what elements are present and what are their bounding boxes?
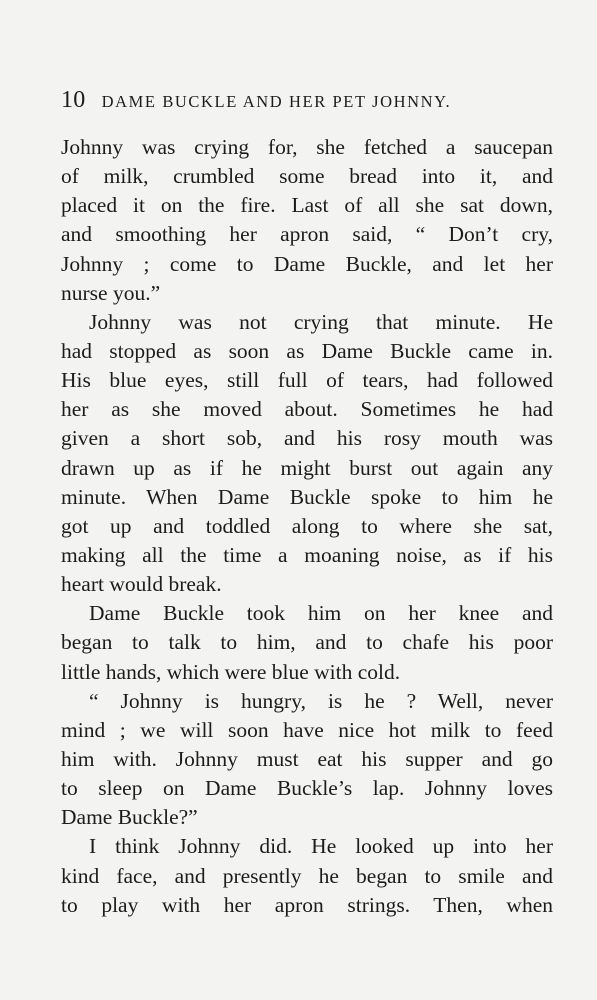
text-line: her as she moved about. Sometimes he had bbox=[61, 397, 553, 422]
body-text bbox=[61, 133, 553, 920]
text-line: Johnny was not crying that minute. He bbox=[89, 309, 553, 334]
text-line: given a short sob, and his rosy mouth was bbox=[61, 426, 553, 451]
text-line: making all the time a moaning noise, as if his bbox=[61, 542, 553, 567]
text-line: little hands, which were blue with cold. bbox=[61, 659, 401, 684]
text-line: mind ; we will soon have nice hot milk to feed bbox=[61, 717, 553, 742]
page-header bbox=[61, 87, 555, 114]
text-line: heart would break. bbox=[61, 572, 222, 597]
text-line: began to talk to him, and to chafe his poor bbox=[61, 630, 553, 655]
text-line: minute. When Dame Buckle spoke to him he bbox=[61, 484, 553, 509]
text-line: of milk, crumbled some bread into it, and bbox=[61, 164, 553, 189]
text-line: Dame Buckle?” bbox=[61, 805, 198, 830]
text-line: “ Johnny is hungry, is he ? Well, never bbox=[89, 688, 553, 713]
text-line: him with. Johnny must eat his supper and go bbox=[61, 746, 553, 771]
text-line: placed it on the fire. Last of all she sat down, bbox=[61, 193, 553, 218]
text-line: to sleep on Dame Buckle’s lap. Johnny loves bbox=[61, 776, 553, 801]
text-line: to play with her apron strings. Then, when bbox=[61, 892, 553, 917]
text-line: got up and toddled along to where she sat, bbox=[61, 513, 553, 538]
text-line: had stopped as soon as Dame Buckle came in. bbox=[61, 338, 553, 363]
text-line: and smoothing her apron said, “ Don’t cry, bbox=[61, 222, 553, 247]
text-line: His blue eyes, still full of tears, had followed bbox=[61, 368, 553, 393]
text-line: kind face, and presently he began to smile and bbox=[61, 863, 553, 888]
text-line: drawn up as if he might burst out again any bbox=[61, 455, 553, 480]
text-line: Johnny ; come to Dame Buckle, and let her bbox=[61, 251, 553, 276]
text-line: Dame Buckle took him on her knee and bbox=[89, 601, 553, 626]
running-title: DAME BUCKLE AND HER PET JOHNNY. bbox=[101, 92, 452, 111]
page-number: 10 bbox=[61, 87, 86, 113]
text-line: Johnny was crying for, she fetched a saucepan bbox=[61, 135, 553, 159]
text-line: I think Johnny did. He looked up into her bbox=[89, 834, 553, 859]
text-line: nurse you.” bbox=[61, 280, 161, 305]
